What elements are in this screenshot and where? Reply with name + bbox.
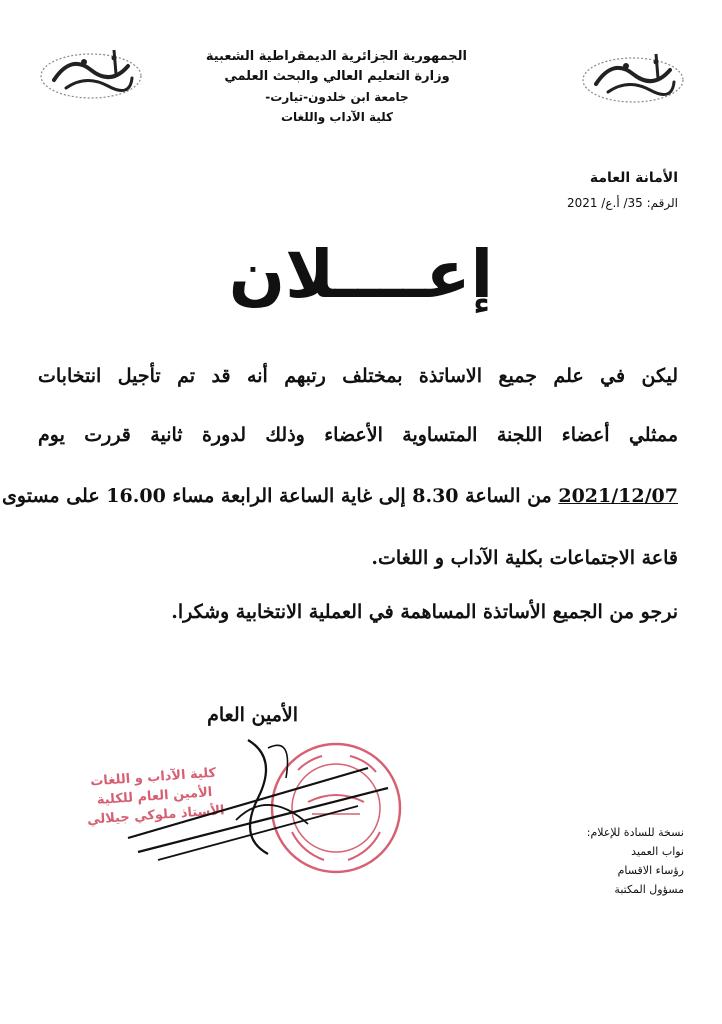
letterhead-republic: الجمهورية الجزائرية الديمقراطية الشعبية: [205, 49, 467, 64]
department-name: الأمانة العامة: [589, 170, 678, 186]
letterhead-ministry: وزارة التعليم العالي والبحث العلمي: [224, 69, 450, 84]
body-line-3-text: من الساعة 8.30 إلى غاية الساعة الرابعة مساء 16.00 على مستوى: [2, 485, 552, 507]
copies-heading: نسخة للسادة للإعلام:: [586, 826, 684, 839]
university-logo-left: [36, 40, 146, 102]
reference-number: الرقم: 35/ أ.ع/ 2021: [566, 196, 678, 210]
election-date: 2021/12/07: [558, 485, 678, 507]
signature: [118, 728, 408, 868]
university-logo-right: [578, 44, 688, 106]
body-line-3: [2, 485, 678, 507]
signer-title: الأمين العام: [207, 704, 298, 726]
copies-item-library: مسؤول المكتبة: [614, 883, 684, 896]
copies-item-vice-deans: نواب العميد: [631, 845, 684, 858]
announcement-title: إعــــلان: [228, 236, 494, 313]
stamp-line-name: الأستاذ ملوكي جيلالي: [86, 803, 226, 828]
letterhead-faculty: كلية الآداب واللغات: [280, 110, 394, 124]
stamp-line-role: الأمين العام للكلية: [96, 785, 213, 809]
stamp-line-faculty: كلية الآداب و اللغات: [89, 765, 217, 790]
letterhead: [207, 47, 467, 127]
body-line-5: نرجو من الجميع الأساتذة المساهمة في العملية الانتخابية وشكرا.: [171, 601, 678, 623]
body-line-2: ممثلي أعضاء اللجنة المتساوية الأعضاء وذلك لدورة ثانية قررت يوم: [38, 424, 678, 446]
copies-list: [560, 823, 684, 899]
body-line-4: قاعة الاجتماعات بكلية الآداب و اللغات.: [371, 547, 678, 569]
letterhead-university: جامعة ابن خلدون-تيارت-: [265, 90, 409, 104]
body-line-1: ليكن في علم جميع الاساتذة بمختلف رتبهم أنه قد تم تأجيل انتخابات: [38, 365, 678, 387]
copies-item-department-heads: رؤساء الاقسام: [617, 864, 684, 877]
